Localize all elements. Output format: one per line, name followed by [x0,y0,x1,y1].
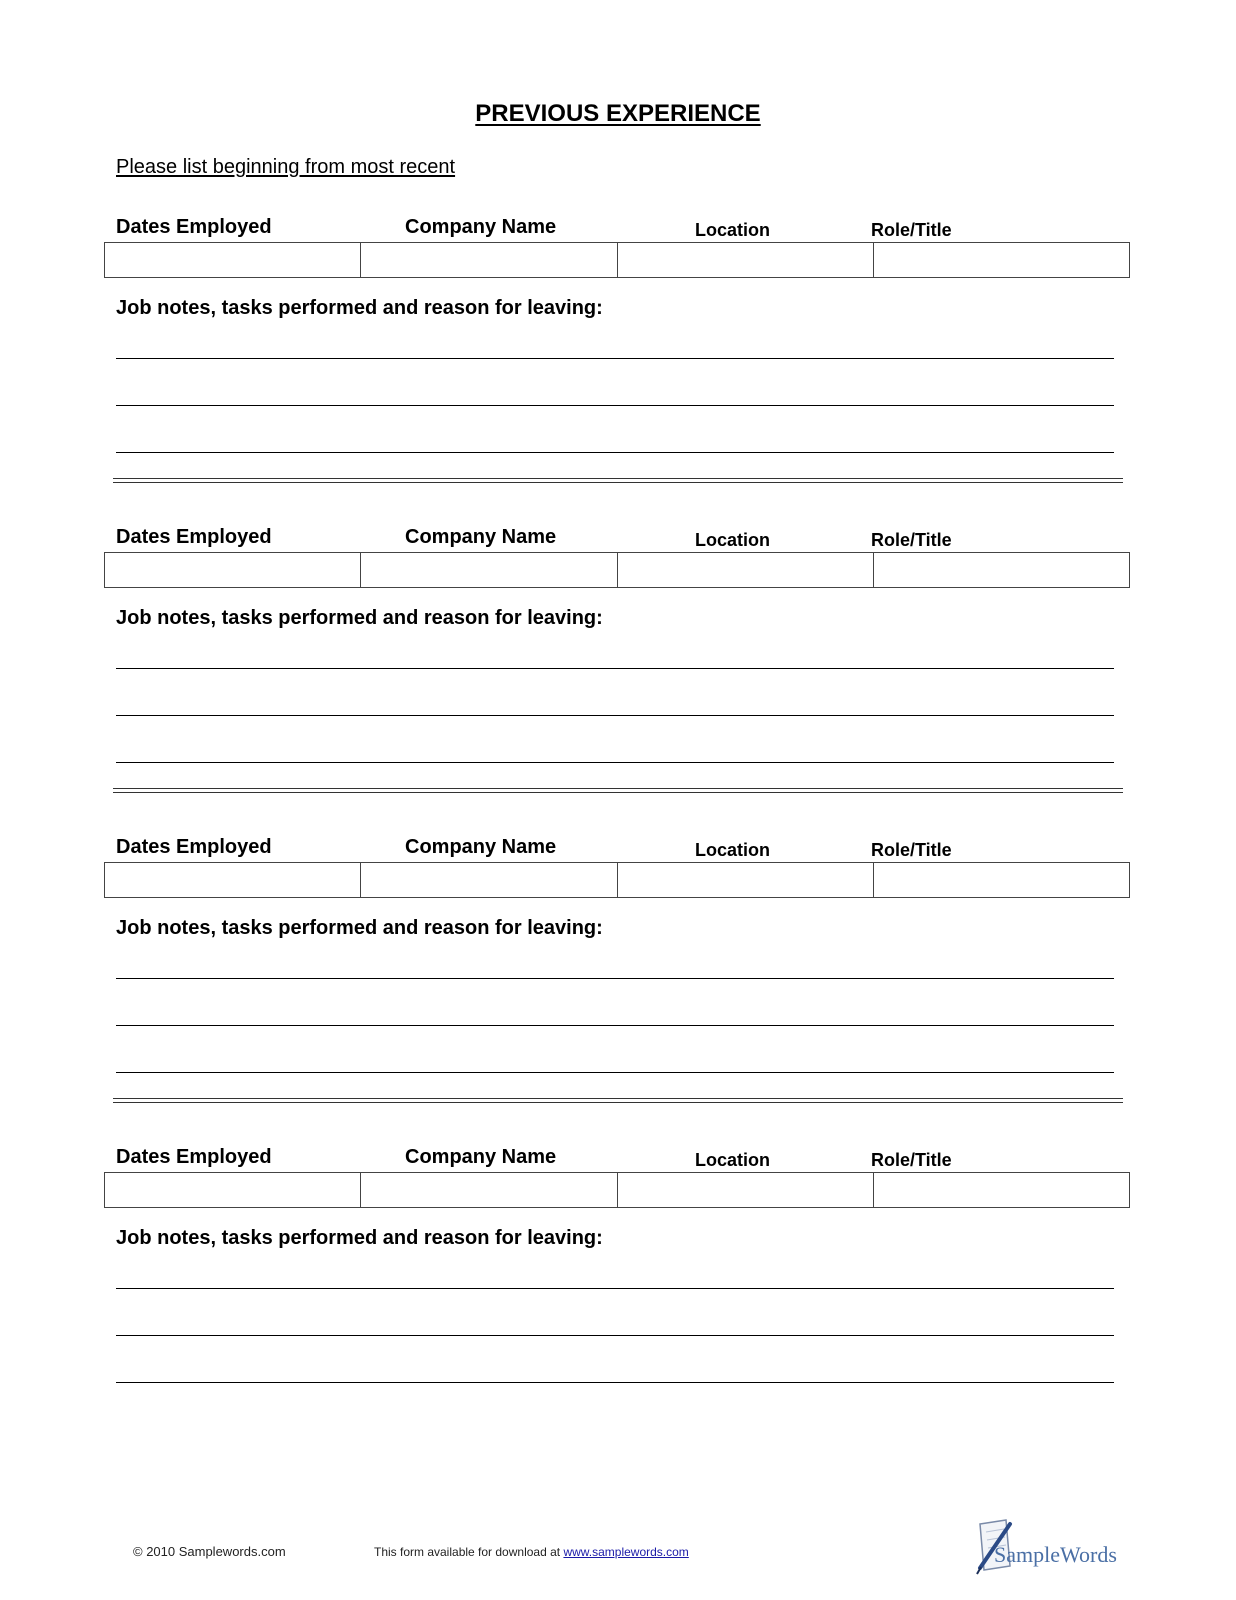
role-title-field[interactable] [874,863,1129,897]
job-notes-line-1[interactable] [116,668,1114,669]
company-name-field[interactable] [361,863,617,897]
dates-employed-label: Dates Employed [116,836,272,858]
location-field[interactable] [618,1173,874,1207]
role-title-label: Role/Title [871,1150,952,1170]
company-name-label: Company Name [405,836,557,858]
fields-row [104,1172,1130,1208]
location-label: Location [695,220,770,240]
location-field[interactable] [618,243,874,277]
dates-employed-label: Dates Employed [116,526,272,548]
job-notes-label: Job notes, tasks performed and reason for leaving: [116,917,603,939]
logo-text: SampleWords [994,1542,1117,1567]
section-separator [113,478,1123,483]
section-separator [113,788,1123,793]
dates-employed-field[interactable] [105,553,361,587]
role-title-label: Role/Title [871,840,952,860]
job-notes-line-2[interactable] [116,1025,1114,1026]
dates-employed-field[interactable] [105,1173,361,1207]
location-field[interactable] [618,863,874,897]
job-notes-line-1[interactable] [116,1288,1114,1289]
fields-row [104,242,1130,278]
dates-employed-field[interactable] [105,863,361,897]
role-title-label: Role/Title [871,530,952,550]
role-title-field[interactable] [874,243,1129,277]
job-notes-line-1[interactable] [116,978,1114,979]
company-name-field[interactable] [361,1173,617,1207]
role-title-label: Role/Title [871,220,952,240]
dates-employed-field[interactable] [105,243,361,277]
experience-entry-1 [0,210,1236,510]
fields-row [104,862,1130,898]
job-notes-label: Job notes, tasks performed and reason for leaving: [116,607,603,629]
location-label: Location [695,840,770,860]
footer-copyright: © 2010 Samplewords.com [133,1544,286,1559]
company-name-field[interactable] [361,553,617,587]
job-notes-line-2[interactable] [116,715,1114,716]
role-title-field[interactable] [874,553,1129,587]
location-field[interactable] [618,553,874,587]
location-label: Location [695,530,770,550]
job-notes-line-3[interactable] [116,1072,1114,1073]
job-notes-line-3[interactable] [116,762,1114,763]
page-title: PREVIOUS EXPERIENCE [475,100,761,127]
footer-availability-text: This form available for download at [374,1545,561,1559]
instruction-text: Please list beginning from most recent [116,156,456,178]
company-name-field[interactable] [361,243,617,277]
experience-entry-4 [0,1140,1236,1440]
job-notes-label: Job notes, tasks performed and reason for leaving: [116,297,603,319]
job-notes-label: Job notes, tasks performed and reason for leaving: [116,1227,603,1249]
footer-download-link[interactable]: www.samplewords.com [563,1545,689,1559]
company-name-label: Company Name [405,1146,557,1168]
job-notes-line-2[interactable] [116,405,1114,406]
section-separator [113,1098,1123,1103]
company-name-label: Company Name [405,526,557,548]
job-notes-line-1[interactable] [116,358,1114,359]
job-notes-line-3[interactable] [116,452,1114,453]
samplewords-logo [972,1518,1122,1578]
company-name-label: Company Name [405,216,557,238]
dates-employed-label: Dates Employed [116,216,272,238]
experience-entry-3 [0,830,1236,1130]
job-notes-line-2[interactable] [116,1335,1114,1336]
role-title-field[interactable] [874,1173,1129,1207]
fields-row [104,552,1130,588]
experience-entry-2 [0,520,1236,820]
dates-employed-label: Dates Employed [116,1146,272,1168]
job-notes-line-3[interactable] [116,1382,1114,1383]
footer-availability [374,1545,689,1559]
location-label: Location [695,1150,770,1170]
